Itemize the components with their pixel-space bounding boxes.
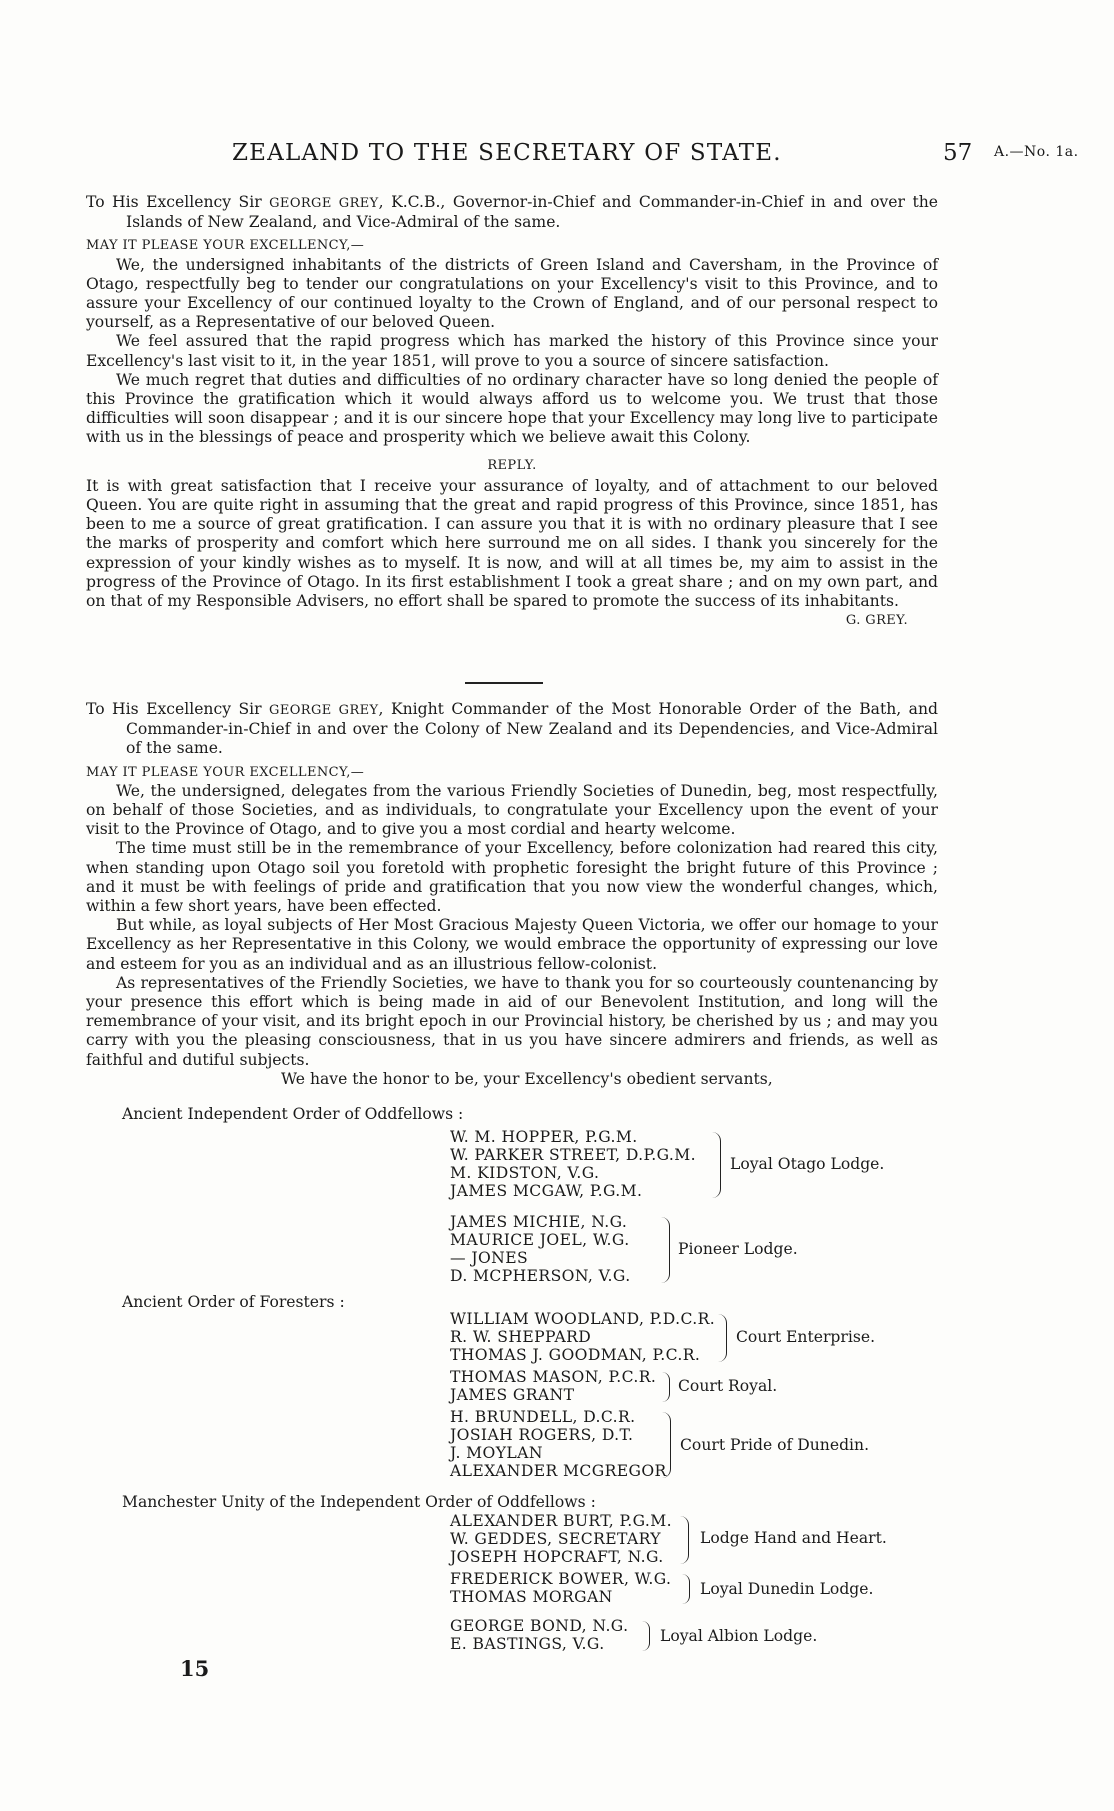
member-name: JAMES GRANT bbox=[450, 1386, 575, 1404]
lodge-members bbox=[450, 1128, 696, 1200]
lodge-name: Court Royal. bbox=[678, 1377, 778, 1395]
member-name: W. PARKER STREET, D.P.G.M. bbox=[450, 1146, 696, 1164]
brace bbox=[682, 1574, 690, 1604]
reply-heading: REPLY. bbox=[487, 457, 537, 473]
member-name: W. M. HOPPER, P.G.M. bbox=[450, 1128, 638, 1146]
member-name: JOSIAH ROGERS, D.T. bbox=[450, 1426, 634, 1444]
brace bbox=[661, 1217, 670, 1283]
signature: G. GREY. bbox=[845, 613, 908, 629]
address-green-island bbox=[86, 193, 938, 630]
paragraph: We, the undersigned, delegates from the various Friendly Societies of Dunedin, beg, most respectfully, on behalf of those Societies, and as individuals, to congratulate your Excellency upon the event of your visit to the Province of Otago, and to give you a most cordial and hearty welcome. bbox=[86, 781, 938, 839]
salutation: MAY IT PLEASE YOUR EXCELLENCY,— bbox=[86, 238, 365, 254]
closing-line: We have the honor to be, your Excellency's obedient servants, bbox=[281, 1069, 773, 1088]
lodge-members bbox=[450, 1368, 656, 1404]
member-name: THOMAS J. GOODMAN, P.C.R. bbox=[450, 1346, 701, 1364]
address-friendly-societies bbox=[86, 700, 938, 1089]
lodge-name: Lodge Hand and Heart. bbox=[700, 1529, 887, 1547]
member-name: R. W. SHEPPARD bbox=[450, 1328, 592, 1346]
order-heading: Ancient Independent Order of Oddfellows : bbox=[122, 1105, 464, 1123]
member-name: J. MOYLAN bbox=[450, 1444, 543, 1462]
salutation: MAY IT PLEASE YOUR EXCELLENCY,— bbox=[86, 764, 365, 780]
lodge-members bbox=[450, 1512, 672, 1566]
recipient-name: GEORGE GREY bbox=[269, 703, 379, 718]
member-name: THOMAS MORGAN bbox=[450, 1588, 613, 1606]
member-name: — JONES bbox=[450, 1249, 529, 1267]
brace bbox=[642, 1621, 650, 1651]
lodge-members bbox=[450, 1213, 631, 1285]
brace bbox=[680, 1516, 689, 1564]
member-name: E. BASTINGS, V.G. bbox=[450, 1635, 605, 1653]
document-reference: A.—No. 1a. bbox=[994, 144, 1079, 160]
member-name: WILLIAM WOODLAND, P.D.C.R. bbox=[450, 1310, 716, 1328]
member-name: JOSEPH HOPCRAFT, N.G. bbox=[450, 1548, 664, 1566]
running-title: ZEALAND TO THE SECRETARY OF STATE. bbox=[232, 140, 782, 166]
recipient-name: GEORGE GREY bbox=[269, 196, 379, 211]
member-name: M. KIDSTON, V.G. bbox=[450, 1164, 600, 1182]
lodge-name: Pioneer Lodge. bbox=[678, 1240, 798, 1258]
member-name: ALEXANDER BURT, P.G.M. bbox=[450, 1512, 672, 1530]
lodge-name: Court Pride of Dunedin. bbox=[680, 1436, 870, 1454]
brace bbox=[662, 1412, 671, 1478]
lodge-name: Court Enterprise. bbox=[736, 1328, 876, 1346]
member-name: W. GEDDES, SECRETARY bbox=[450, 1530, 661, 1548]
sheet-number: 15 bbox=[180, 1656, 210, 1681]
order-heading: Manchester Unity of the Independent Order of Oddfellows : bbox=[122, 1493, 596, 1511]
lodge-members bbox=[450, 1408, 667, 1480]
page-number: 57 bbox=[943, 140, 973, 166]
member-name: H. BRUNDELL, D.C.R. bbox=[450, 1408, 636, 1426]
address-recipient: To His Excellency Sir GEORGE GREY, K.C.B., Governor-in-Chief and Commander-in-Chief in and over the Islands of New Zealand, and Vice-Admiral of the same. bbox=[86, 193, 938, 232]
page-header bbox=[0, 140, 1114, 170]
lodge-members bbox=[450, 1617, 628, 1653]
paragraph: We feel assured that the rapid progress which has marked the history of this Province since your Excellency's last visit to it, in the year 1851, will prove to you a source of sincere satisfaction. bbox=[86, 332, 938, 370]
reply-text: It is with great satisfaction that I receive your assurance of loyalty, and of attachment to our beloved Queen. You are quite right in assuming that the great and rapid progress of this Province, since 1851, has been to me a source of great gratification. I can assure you that it is with no ordinary pleasure that I see the marks of prosperity and comfort which here surround me on all sides. I thank you sincerely for the expression of your kindly wishes as to myself. It is now, and will at all times be, my aim to assist in the progress of the Province of Otago. In its first establishment I took a great share ; and on my own part, and on that of my Responsible Advisers, no effort shall be spared to promote the success of its inhabitants. bbox=[86, 476, 938, 611]
member-name: ALEXANDER MCGREGOR bbox=[450, 1462, 667, 1480]
lodge-name: Loyal Dunedin Lodge. bbox=[700, 1580, 874, 1598]
member-name: MAURICE JOEL, W.G. bbox=[450, 1231, 630, 1249]
paragraph: We, the undersigned inhabitants of the districts of Green Island and Caversham, in the Province of Otago, respectfully beg to tender our congratulations on your Excellency's visit to this Province, and to assure your Excellency of our continued loyalty to the Crown of England, and of our personal respect to yourself, as a Representative of our beloved Queen. bbox=[86, 255, 938, 332]
paragraph: The time must still be in the remembrance of your Excellency, before colonization had reared this city, when standing upon Otago soil you foretold with prophetic foresight the bright future of this Province ; and it must be with feelings of pride and gratification that you now view the wonderful changes, which, within a few short years, have been effected. bbox=[86, 839, 938, 916]
lodge-name: Loyal Otago Lodge. bbox=[730, 1155, 885, 1173]
brace bbox=[718, 1314, 727, 1362]
paragraph: But while, as loyal subjects of Her Most Gracious Majesty Queen Victoria, we offer our homage to your Excellency as her Representative in this Colony, we would embrace the opportunity of expressing our love and esteem for you as an individual and as an illustrious fellow-colonist. bbox=[86, 916, 938, 973]
member-name: GEORGE BOND, N.G. bbox=[450, 1617, 629, 1635]
paragraph: We much regret that duties and difficulties of no ordinary character have so long denied the people of this Province the gratification which it would always afford us to welcome you. We trust that those difficulties will soon disappear ; and it is our sincere hope that your Excellency may long live to participate with us in the blessings of peace and prosperity which we believe await this Colony. bbox=[86, 370, 938, 447]
order-heading: Ancient Order of Foresters : bbox=[122, 1293, 345, 1311]
brace bbox=[712, 1132, 721, 1198]
member-name: D. MCPHERSON, V.G. bbox=[450, 1267, 631, 1285]
paragraph: As representatives of the Friendly Societies, we have to thank you for so courteously countenancing by your presence this effort which is being made in aid of our Benevolent Institution, and long will the remembrance of your visit, and its bright epoch in our Provincial history, be cherished by us ; and may you carry with you the pleasing consciousness, that in us you have sincere admirers and friends, as well as faithful and dutiful subjects. bbox=[86, 973, 938, 1069]
section-divider bbox=[465, 682, 543, 684]
member-name: JAMES MCGAW, P.G.M. bbox=[450, 1182, 643, 1200]
address-recipient: To His Excellency Sir GEORGE GREY, Knight Commander of the Most Honorable Order of the Bath, and Commander-in-Chief in and over the Colony of New Zealand and its Dependencies, and Vice-Admiral of the same. bbox=[86, 700, 938, 758]
brace bbox=[662, 1372, 670, 1402]
lodge-members bbox=[450, 1570, 671, 1606]
member-name: JAMES MICHIE, N.G. bbox=[450, 1213, 628, 1231]
lodge-members bbox=[450, 1310, 715, 1364]
member-name: THOMAS MASON, P.C.R. bbox=[450, 1368, 657, 1386]
lodge-name: Loyal Albion Lodge. bbox=[660, 1627, 818, 1645]
member-name: FREDERICK BOWER, W.G. bbox=[450, 1570, 672, 1588]
